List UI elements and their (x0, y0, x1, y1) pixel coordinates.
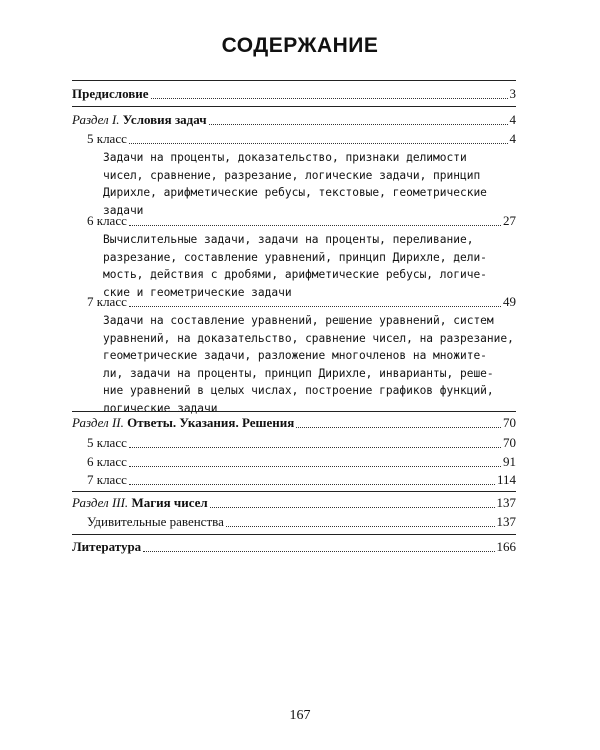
toc-leader-dots (129, 447, 501, 448)
toc-entry-page: 3 (509, 86, 516, 101)
toc-entry-page: 27 (503, 213, 516, 228)
toc-entry-page: 70 (503, 415, 516, 430)
toc-entry-label: Предисловие (72, 86, 149, 101)
toc-entry-page: 49 (503, 294, 516, 309)
toc-leader-dots (209, 124, 508, 125)
section-prefix: Раздел I. (72, 112, 120, 127)
toc-entry-label: Литература (72, 539, 142, 554)
toc-entry-page: 137 (496, 514, 516, 529)
toc-entry-label: 7 класс (87, 472, 127, 487)
toc-entry-section-2 (72, 415, 516, 431)
description-line: уравнений, на доказательство, сравнение чисел, на разрезание, (103, 331, 514, 345)
toc-leader-dots (151, 98, 508, 99)
section-title: Ответы. Указания. Решения (127, 415, 295, 430)
toc-leader-dots (129, 466, 501, 467)
section-title: Магия чисел (131, 495, 208, 510)
toc-entry-page: 4 (509, 131, 516, 146)
toc-entry-page: 166 (496, 539, 516, 554)
description-line: мость, действия с дробями, арифметические ребусы, логиче- (103, 268, 487, 281)
toc-entry-label: 7 класс (87, 294, 127, 309)
section-prefix: Раздел II. (72, 415, 124, 430)
toc-leader-dots (210, 507, 495, 508)
top-divider (72, 80, 516, 81)
toc-entry-page: 4 (509, 112, 516, 127)
toc-leader-dots (129, 143, 508, 144)
divider (72, 106, 516, 107)
divider (72, 491, 516, 492)
description-line: ские и геометрические задачи (103, 285, 292, 299)
description-line: Задачи на составление уравнений, решение уравнений, систем (103, 314, 494, 327)
toc-entry-grade-7 (87, 294, 516, 310)
grade-5-description (103, 149, 507, 219)
description-line: Задачи на проценты, доказательство, признаки делимости (103, 151, 467, 164)
toc-entry-page: 114 (496, 472, 516, 487)
grade-6-description (103, 231, 507, 301)
description-line: Дирихле, арифметические ребусы, текстовые, геометрические (103, 186, 487, 199)
toc-leader-dots (296, 427, 501, 428)
toc-entry-page: 91 (503, 454, 516, 469)
description-line: Вычислительные задачи, задачи на проценты, переливание, (103, 233, 474, 246)
toc-entry-amazing-equalities (87, 514, 516, 530)
grade-7-description (103, 312, 514, 417)
page-title: СОДЕРЖАНИЕ (221, 34, 379, 57)
divider (72, 411, 516, 412)
toc-entry-page: 137 (496, 495, 516, 510)
toc-entry-page: 70 (503, 435, 516, 450)
section-title: Условия задач (122, 112, 207, 127)
divider (72, 534, 516, 535)
toc-entry-label: 5 класс (87, 435, 127, 450)
toc-leader-dots (129, 306, 501, 307)
toc-entry-preface (72, 86, 516, 102)
toc-entry-section-3 (72, 495, 516, 511)
toc-leader-dots (129, 225, 501, 226)
description-line: разрезание, составление уравнений, принцип Дирихле, дели- (103, 250, 487, 264)
toc-leader-dots (226, 526, 495, 527)
toc-entry-answers-grade-6 (87, 454, 516, 470)
toc-entry-label: Удивительные равенства (87, 514, 224, 529)
section-prefix: Раздел III. (72, 495, 129, 510)
toc-entry-label: 6 класс (87, 213, 127, 228)
description-line: чисел, сравнение, разрезание, логические задачи, принцип (103, 168, 481, 182)
description-line: ние уравнений в целых числах, построение графиков функций, (103, 384, 494, 397)
description-line: геометрические задачи, разложение многочленов на множите- (103, 349, 487, 362)
toc-entry-literature (72, 539, 516, 555)
toc-entry-label: 6 класс (87, 454, 127, 469)
description-line: ли, задачи на проценты, принцип Дирихле, инварианты, реше- (103, 366, 494, 380)
description-line: логические задачи (103, 401, 218, 415)
toc-entry-answers-grade-5 (87, 435, 516, 451)
page-number: 167 (289, 708, 311, 723)
toc-leader-dots (129, 484, 495, 485)
description-line: задачи (103, 203, 144, 217)
toc-entry-grade-5 (87, 131, 516, 147)
toc-entry-grade-6 (87, 213, 516, 229)
toc-entry-answers-grade-7 (87, 472, 516, 488)
toc-entry-section-1 (72, 112, 516, 128)
toc-entry-label: 5 класс (87, 131, 127, 146)
toc-leader-dots (143, 551, 494, 552)
